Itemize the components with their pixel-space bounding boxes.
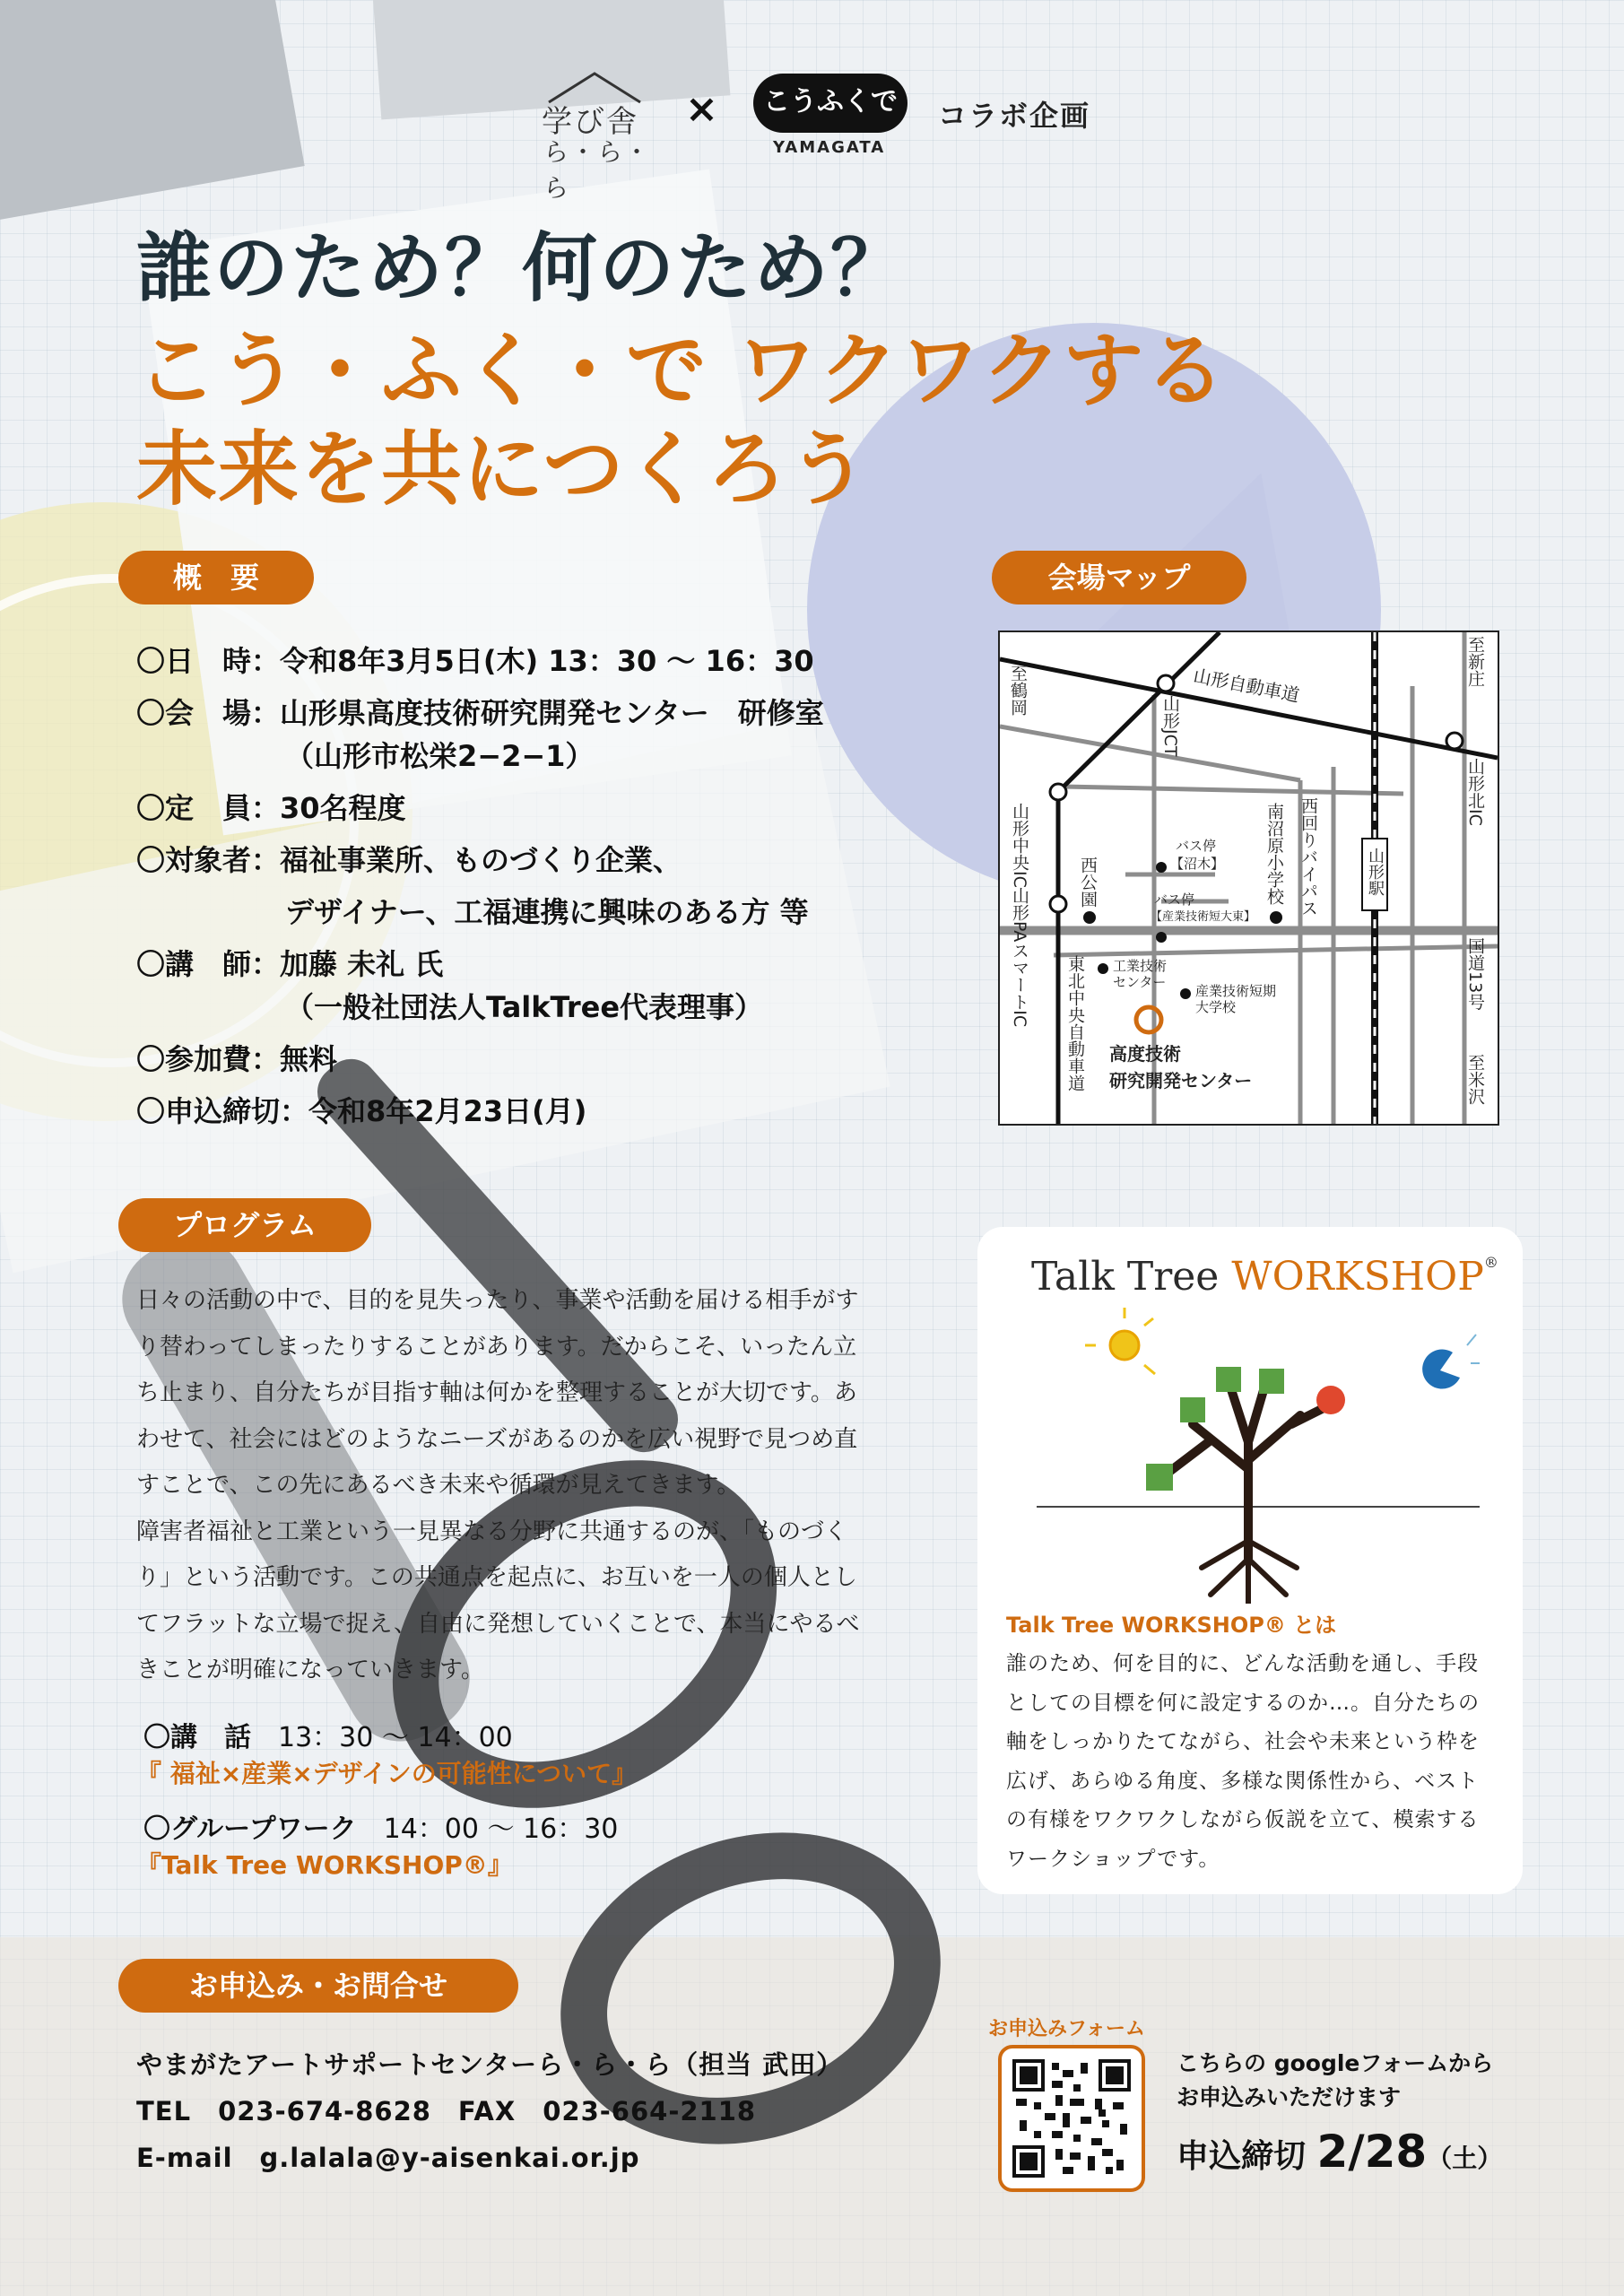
overview-row-fee: 〇参加費：無料 <box>136 1042 338 1076</box>
map-label-yonezawa: 至米沢 <box>1465 1054 1485 1105</box>
contact-organization: やまがたアートサポートセンターら・ら・ら（担当 武田） <box>136 2049 844 2080</box>
map-label-bus2: バス停 <box>1154 891 1195 908</box>
session-groupwork: 〇グループワーク 14：00 〜 16：30 <box>143 1813 619 1845</box>
venue-map <box>998 631 1499 1126</box>
collab-label: コラボ企画 <box>938 99 1091 133</box>
overview-heading: 概 要 <box>118 551 314 604</box>
application-qr-code[interactable] <box>998 2045 1145 2192</box>
overview-row-speaker-org: （一般社団法人TalkTree代表理事） <box>285 990 764 1024</box>
map-label-bus2-name: 【産業技術短大東】 <box>1151 910 1256 924</box>
map-label-sangyo: 産業技術短期 <box>1195 983 1277 999</box>
map-label-bypass: 西回りバイパス <box>1298 797 1318 917</box>
map-label-jct: 山形JCT <box>1160 695 1180 757</box>
map-label-expressway: 山形自動車道 <box>1191 665 1302 707</box>
talktree-title: Talk Tree WORKSHOP® <box>1031 1254 1498 1300</box>
map-label-shinjo: 至新庄 <box>1465 636 1485 687</box>
overview-row-address: （山形市松栄2−2−1） <box>285 739 595 773</box>
map-label-venue1: 高度技術 <box>1109 1043 1181 1065</box>
logo-text: こうふくで <box>753 74 908 133</box>
map-heading: 会場マップ <box>992 551 1246 604</box>
program-paragraph: 障害者福祉と工業という一見異なる分野に共通するのが、「ものづくり」という活動です。この共通点を起点に、お互いを一人の個人としてフラットな立場で捉え、自由に発想していくことで、本当にやるべきことが明確になっていきます。 <box>136 1518 860 1683</box>
overview-row-target-cont: デザイナー、工福連携に興味のある方 等 <box>285 895 809 929</box>
map-label-nishi-park: 西公園 <box>1078 857 1098 908</box>
contact-email[interactable]: E-mail g.lalala@y-aisenkai.or.jp <box>136 2143 640 2173</box>
program-description <box>136 1278 863 1694</box>
logo-subtext: YAMAGATA <box>773 138 886 157</box>
map-label-venue2: 研究開発センター <box>1109 1070 1253 1091</box>
qr-code-icon <box>1012 2059 1131 2178</box>
overview-row-venue: 〇会 場：山形県高度技術研究開発センター 研修室 <box>136 696 824 730</box>
map-label-tsuruoka: 至鶴岡 <box>1008 665 1028 716</box>
koufukude-yamagata-logo <box>753 74 911 160</box>
session-groupwork-title: 『Talk Tree WORKSHOP®』 <box>136 1850 513 1880</box>
map-label-minami-school: 南沼原小学校 <box>1264 803 1284 905</box>
contact-heading: お申込み・お問合せ <box>118 1959 518 2013</box>
session-talk: 〇講 話 13：30 〜 14：00 <box>143 1722 513 1753</box>
map-label-pa-ic: 山形PAスマートIC <box>1010 887 1029 1028</box>
logo-text: 学び舎 <box>542 104 638 140</box>
map-label-bus1: バス停 <box>1176 838 1217 854</box>
headline-line2: こう・ふく・で ワクワクする <box>136 324 1227 418</box>
logo-text: ら・ら・ら <box>543 137 652 203</box>
form-note: こちらの googleフォームから お申込みいただけます <box>1177 2050 1494 2110</box>
contact-phone-fax: TEL 023-674-8628 FAX 023-664-2118 <box>136 2096 757 2126</box>
application-form-label: お申込みフォーム <box>988 2018 1145 2040</box>
overview-row-datetime: 〇日 時：令和8年3月5日(木) 13：30 〜 16：30 <box>136 644 814 678</box>
map-label-chuo-ic: 山形中央IC <box>1010 803 1029 888</box>
talktree-about-text: 誰のため、何を目的に、どんな活動を通し、手段としての目標を何に設定するのか…。自分たちの軸をしっかりたてながら、社会や未来という枠を広げ、あらゆる角度、多様な関係性から、ベストの有様をワクワクしながら仮説を立て、模索するワークショップです。 <box>1006 1652 1480 1871</box>
map-label-bus1-name: 【沼木】 <box>1170 856 1225 872</box>
headline-line1: 誰のため？何のため？ <box>136 224 908 312</box>
overview-row-target: 〇対象者：福祉事業所、ものづくり企業、 <box>136 843 682 877</box>
map-label-sangyo2: 大学校 <box>1195 999 1237 1015</box>
program-paragraph: 日々の活動の中で、目的を見失ったり、事業や活動を届ける相手がすり替わってしまったりすることがあります。だからこそ、いったん立ち止まり、自分たちが目指す軸は何かを整理することが大切です。あわせて、社会にはどのようなニーズがあるのかを広い視野で見つめ直すことで、この先にあるべき未来や循環が見えてきます。 <box>136 1287 859 1499</box>
overview-row-speaker: 〇講 師：加藤 未礼 氏 <box>136 947 444 981</box>
map-label-station: 山形駅 <box>1366 848 1385 896</box>
map-label-route13: 国道13号 <box>1465 937 1485 1011</box>
map-label-kita-ic: 山形北IC <box>1465 758 1485 826</box>
map-label-kogyo2: センター <box>1113 974 1167 990</box>
session-talk-title: 『 福祉×産業×デザインの可能性について』 <box>136 1759 638 1788</box>
overview-row-capacity: 〇定 員：30名程度 <box>136 791 406 825</box>
collab-cross: × <box>685 86 718 132</box>
talktree-about-heading: Talk Tree WORKSHOP® とは <box>1006 1613 1337 1638</box>
map-label-kogyo: 工業技術 <box>1113 958 1168 974</box>
map-label-tohoku-expressway: 東北中央自動車道 <box>1065 955 1085 1091</box>
program-heading: プログラム <box>118 1198 371 1252</box>
talk-tree-illustration <box>1031 1299 1480 1604</box>
headline-line3: 未来を共につくろう <box>136 422 870 517</box>
application-deadline: 申込締切 2/28（土） <box>1177 2126 1503 2178</box>
overview-row-deadline: 〇申込締切：令和8年2月23日(月) <box>136 1094 587 1128</box>
manabiya-lalala-logo <box>538 70 655 203</box>
talktree-workshop-card <box>977 1227 1523 1894</box>
